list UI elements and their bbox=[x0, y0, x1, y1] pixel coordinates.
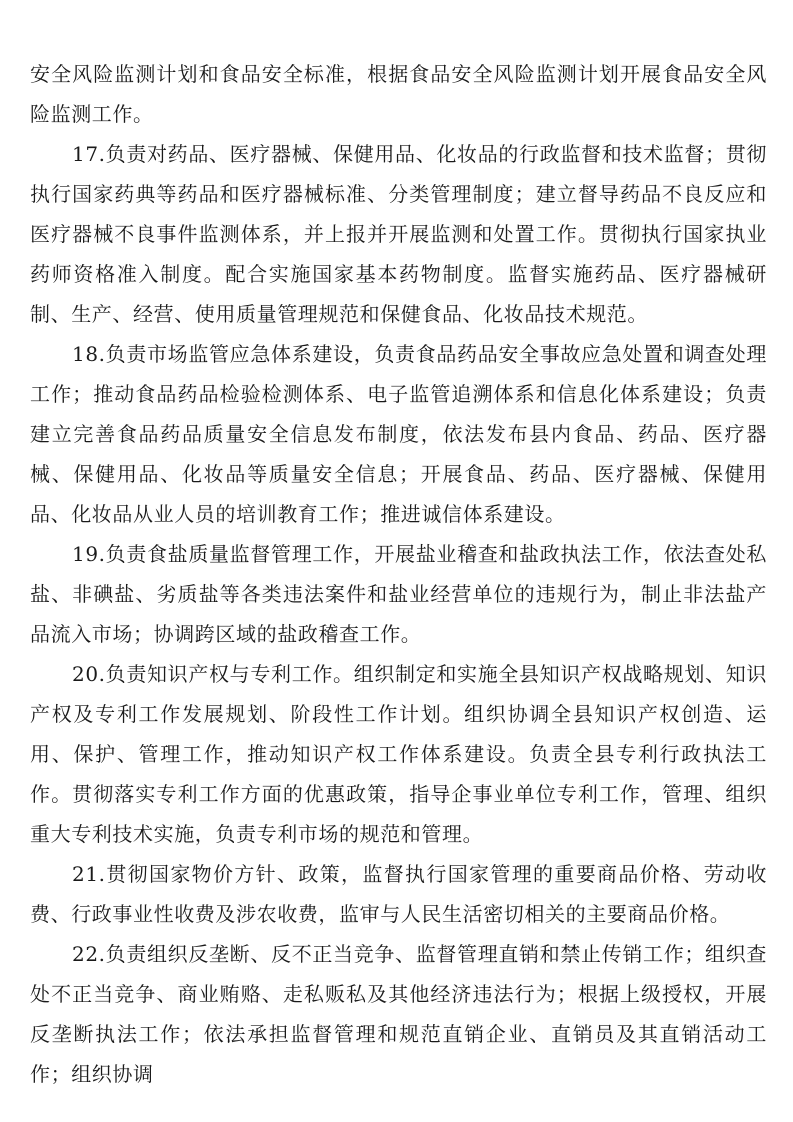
paragraph-item-19: 19.负责食盐质量监督管理工作，开展盐业稽查和盐政执法工作，依法查处私盐、非碘盐、劣质盐等各类违法案件和盐业经营单位的违规行为，制止非法盐产品流入市场；协调跨区域的盐政稽查工作。 bbox=[30, 542, 767, 646]
paragraph-continuation: 安全风险监测计划和食品安全标准，根据食品安全风险监测计划开展食品安全风险监测工作。 bbox=[30, 62, 767, 126]
paragraph-item-22: 22.负责组织反垄断、反不正当竞争、监督管理直销和禁止传销工作；组织查处不正当竞争、商业贿赂、走私贩私及其他经济违法行为；根据上级授权，开展反垄断执法工作；依法承担监督管理和规范直销企业、直销员及其直销活动工作；组织协调 bbox=[30, 942, 767, 1086]
paragraph-item-18: 18.负责市场监管应急体系建设，负责食品药品安全事故应急处置和调查处理工作；推动食品药品检验检测体系、电子监管追溯体系和信息化体系建设；负责建立完善食品药品质量安全信息发布制度，依法发布县内食品、药品、医疗器械、保健用品、化妆品等质量安全信息；开展食品、药品、医疗器械、保健用品、化妆品从业人员的培训教育工作；推进诚信体系建设。 bbox=[30, 342, 767, 526]
paragraph-item-17: 17.负责对药品、医疗器械、保健用品、化妆品的行政监督和技术监督；贯彻执行国家药典等药品和医疗器械标准、分类管理制度；建立督导药品不良反应和医疗器械不良事件监测体系，并上报并开展监测和处置工作。贯彻执行国家执业药师资格准入制度。配合实施国家基本药物制度。监督实施药品、医疗器械研制、生产、经营、使用质量管理规范和保健食品、化妆品技术规范。 bbox=[30, 142, 767, 326]
paragraph-item-21: 21.贯彻国家物价方针、政策，监督执行国家管理的重要商品价格、劳动收费、行政事业性收费及涉农收费，监审与人民生活密切相关的主要商品价格。 bbox=[30, 862, 767, 926]
document-page bbox=[30, 54, 767, 1094]
paragraph-item-20: 20.负责知识产权与专利工作。组织制定和实施全县知识产权战略规划、知识产权及专利工作发展规划、阶段性工作计划。组织协调全县知识产权创造、运用、保护、管理工作，推动知识产权工作体系建设。负责全县专利行政执法工作。贯彻落实专利工作方面的优惠政策，指导企事业单位专利工作，管理、组织重大专利技术实施，负责专利市场的规范和管理。 bbox=[30, 662, 767, 846]
